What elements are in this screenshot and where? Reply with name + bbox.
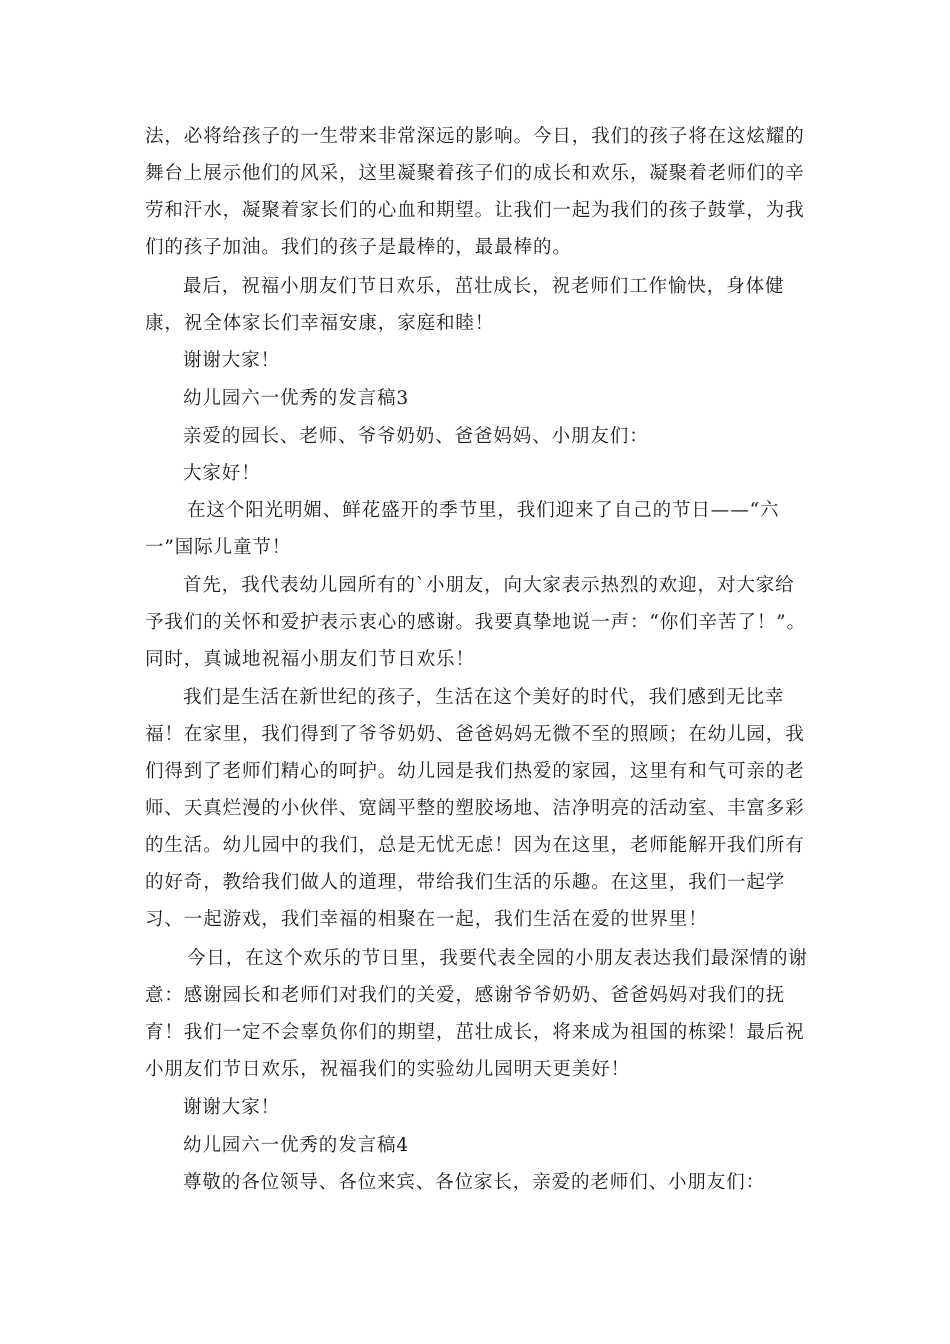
paragraph-continuation: 法，必将给孩子的一生带来非常深远的影响。今日，我们的孩子将在这炫耀的舞台上展示他们的风采，这里凝聚着孩子们的成长和欢乐，凝聚着老师们的辛劳和汗水，凝聚着家长们的心血和期望。让我们一起为我们的孩子鼓掌，为我们的孩子加油。我们的孩子是最棒的，最最棒的。 xyxy=(145,126,805,258)
paragraph-welcome: 首先，我代表幼儿园所有的`小朋友，向大家表示热烈的欢迎，对大家给予我们的关怀和爱护表示衷心的感谢。我要真挚地说一声：“你们辛苦了！”。同时，真诚地祝福小朋友们节日欢乐！ xyxy=(145,575,806,670)
paragraph-happy-life: 我们是生活在新世纪的孩子，生活在这个美好的时代，我们感到无比幸福！在家里，我们得到了爷爷奶奶、爸爸妈妈无微不至的照顾；在幼儿园，我们得到了老师们精心的呵护。幼儿园是我们热爱的家园，这里有和气可亲的老师、天真烂漫的小伙伴、宽阔平整的塑胶场地、洁净明亮的活动室、丰富多彩的生活。幼儿园中的我们，总是无忧无虑！因为在这里，老师能解开我们所有的好奇，教给我们做人的道理，带给我们生活的乐趣。在这里，我们一起学习、一起游戏，我们幸福的相聚在一起，我们生活在爱的世界里！ xyxy=(145,687,805,930)
paragraph-greeting: 大家好！ xyxy=(183,463,261,484)
paragraph-childrens-day: 在这个阳光明媚、鲜花盛开的季节里，我们迎来了自己的节日——“六一”国际儿童节！ xyxy=(145,500,780,558)
section-heading-speech-3: 幼儿园六一优秀的发言稿3 xyxy=(183,388,410,409)
section-heading-speech-4: 幼儿园六一优秀的发言稿4 xyxy=(183,1135,410,1156)
paragraph-salutation: 亲爱的园长、老师、爷爷奶奶、爸爸妈妈、小朋友们： xyxy=(183,426,649,447)
paragraph-thanks: 谢谢大家！ xyxy=(183,350,281,371)
paragraph-closing-wishes: 最后，祝福小朋友们节日欢乐，茁壮成长，祝老师们工作愉快，身体健康，祝全体家长们幸福安康，家庭和睦！ xyxy=(145,276,785,334)
paragraph-gratitude: 今日，在这个欢乐的节日里，我要代表全园的小朋友表达我们最深情的谢意：感谢园长和老师们对我们的关爱，感谢爷爷奶奶、爸爸妈妈对我们的抚育！我们一定不会辜负你们的期望，茁壮成长，将来成为祖国的栋梁！最后祝小朋友们节日欢乐，祝福我们的实验幼儿园明天更美好！ xyxy=(145,948,808,1080)
paragraph-salutation-2: 尊敬的各位领导、各位来宾、各位家长，亲爱的老师们、小朋友们： xyxy=(183,1172,766,1193)
paragraph-thanks-2: 谢谢大家！ xyxy=(183,1097,281,1118)
